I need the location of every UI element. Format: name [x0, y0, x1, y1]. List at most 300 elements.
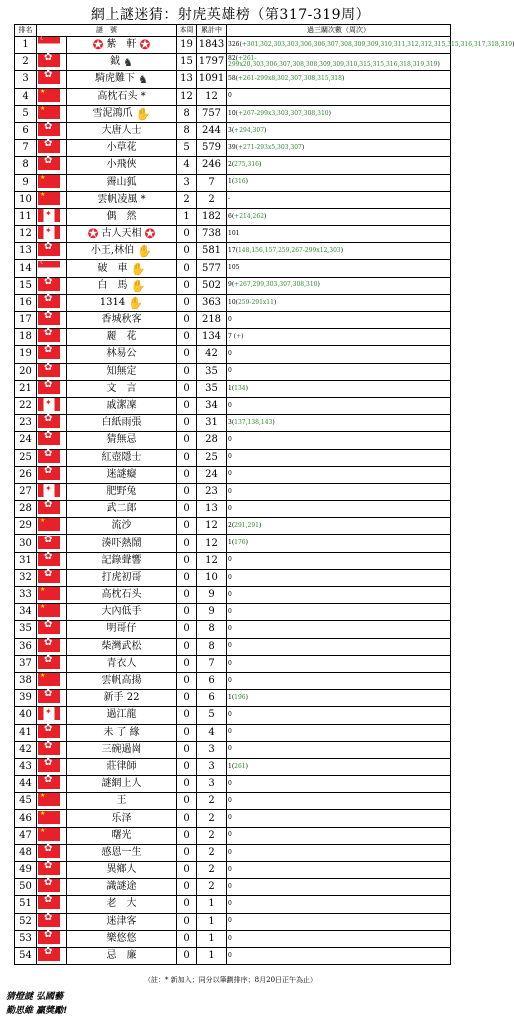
name-cell [67, 604, 177, 621]
pass-count-cell: 1(196) [227, 690, 451, 707]
name-cell [67, 157, 177, 174]
table-row [15, 707, 451, 724]
hk-flag-icon [38, 346, 60, 359]
hand-icon: ✋ [128, 295, 144, 310]
week-score-cell: 0 [177, 758, 197, 775]
rank-cell: 33 [15, 587, 37, 604]
rank-cell: 36 [15, 638, 37, 655]
pass-count-cell: 0 [227, 724, 451, 741]
rank-cell: 10 [15, 191, 37, 208]
rank-cell: 3 [15, 71, 37, 88]
rank-cell: 41 [15, 724, 37, 741]
player-name: 迷津客 [106, 915, 137, 927]
pass-count-cell: 105 [227, 260, 451, 277]
rank-cell: 11 [15, 208, 37, 225]
table-row [15, 174, 451, 191]
pass-count-cell: 58(+261-299x8,302,307,308,315,318) [227, 71, 451, 88]
table-row [15, 105, 451, 122]
flag-cell [37, 415, 67, 432]
slogan-line-2: 勤思維 贏獎勵! [6, 1006, 68, 1016]
rank-cell: 1 [15, 37, 37, 54]
rank-cell: 38 [15, 672, 37, 689]
rank-cell: 30 [15, 535, 37, 552]
week-score-cell: 0 [177, 810, 197, 827]
name-cell [67, 54, 177, 71]
player-name: 青衣人 [106, 657, 137, 669]
ca-flag-icon [38, 484, 60, 497]
hk-flag-icon [38, 536, 60, 549]
total-score-cell: 1 [197, 930, 227, 947]
name-cell [67, 140, 177, 157]
rank-cell: 25 [15, 449, 37, 466]
table-row [15, 655, 451, 672]
rank-cell: 6 [15, 122, 37, 139]
flag-cell [37, 518, 67, 535]
flag-cell [37, 776, 67, 793]
flag-cell [37, 37, 67, 54]
player-name: 忌 廉 [106, 950, 137, 962]
week-score-cell: 0 [177, 587, 197, 604]
hand-icon: ✋ [130, 278, 146, 293]
pass-count-cell: 0 [227, 501, 451, 518]
player-name: 明哥仔 [106, 623, 137, 635]
week-score-cell: 0 [177, 793, 197, 810]
rank-cell: 52 [15, 913, 37, 930]
rank-cell: 24 [15, 432, 37, 449]
name-cell [67, 363, 177, 380]
total-score-cell: 581 [197, 243, 227, 260]
flag-cell [37, 587, 67, 604]
star-badge-icon: ✪ [139, 37, 151, 53]
flag-cell [37, 758, 67, 775]
player-name: 過江龍 [106, 709, 137, 721]
player-name: 鉞 [110, 56, 121, 68]
flag-cell [37, 569, 67, 586]
total-score-cell: 7 [197, 174, 227, 191]
hk-flag-icon [38, 450, 60, 463]
player-name: 乐泽 [111, 812, 132, 824]
name-cell [67, 260, 177, 277]
total-score-cell: 577 [197, 260, 227, 277]
table-row [15, 432, 451, 449]
star-badge-icon: ✪ [92, 37, 104, 53]
pass-count-cell: 0 [227, 552, 451, 569]
table-row [15, 363, 451, 380]
table-row [15, 587, 451, 604]
total-score-cell: 1843 [197, 37, 227, 54]
total-score-cell: 28 [197, 432, 227, 449]
player-name: 迷謎癡 [106, 468, 137, 480]
footer-note: （註：* 新加入；同分以筆劃排序；8月20日正午為止） [143, 976, 318, 984]
player-name: 樂悠悠 [106, 932, 137, 944]
table-row [15, 122, 451, 139]
flag-cell [37, 363, 67, 380]
week-score-cell: 0 [177, 947, 197, 964]
week-score-cell: 0 [177, 913, 197, 930]
hk-flag-icon [38, 759, 60, 772]
pass-count-cell: 0 [227, 741, 451, 758]
table-row [15, 397, 451, 414]
hk-flag-icon [38, 725, 60, 738]
week-score-cell: 0 [177, 707, 197, 724]
rank-cell: 51 [15, 896, 37, 913]
table-row [15, 208, 451, 225]
rank-cell: 42 [15, 741, 37, 758]
total-score-cell: 25 [197, 449, 227, 466]
rank-cell: 13 [15, 243, 37, 260]
cn-flag-icon [38, 518, 60, 531]
total-score-cell: 12 [197, 88, 227, 105]
player-name: 莊律師 [106, 760, 137, 772]
name-cell [67, 37, 177, 54]
week-score-cell: 0 [177, 535, 197, 552]
flag-cell [37, 638, 67, 655]
name-cell [67, 432, 177, 449]
header-detail: 過三關次數（周次） [227, 25, 451, 37]
player-name: 湊吓熱鬧 [101, 537, 142, 549]
flag-cell [37, 432, 67, 449]
name-cell [67, 690, 177, 707]
pass-count-cell: - [227, 191, 451, 208]
name-cell [67, 483, 177, 500]
cn-flag-icon [38, 828, 60, 841]
pass-count-cell: 10(259-291x11) [227, 294, 451, 311]
flag-cell [37, 501, 67, 518]
name-cell [67, 896, 177, 913]
flag-cell [37, 243, 67, 260]
player-name: 文 言 [106, 382, 137, 394]
flag-cell [37, 260, 67, 277]
name-cell [67, 758, 177, 775]
name-cell [67, 466, 177, 483]
name-cell [67, 587, 177, 604]
pass-count-cell: 1(176) [227, 535, 451, 552]
week-score-cell: 0 [177, 690, 197, 707]
pass-count-cell: 0 [227, 88, 451, 105]
total-score-cell: 246 [197, 157, 227, 174]
rank-cell: 27 [15, 483, 37, 500]
table-row [15, 758, 451, 775]
name-cell [67, 844, 177, 861]
cn-flag-icon [38, 192, 60, 205]
flag-cell [37, 741, 67, 758]
total-score-cell: 2 [197, 844, 227, 861]
pass-count-cell: 0 [227, 655, 451, 672]
hk-flag-icon [38, 845, 60, 858]
flag-cell [37, 552, 67, 569]
total-score-cell: 182 [197, 208, 227, 225]
sg-flag-icon [38, 261, 60, 274]
player-name: 柴灣武松 [101, 640, 142, 652]
week-score-cell: 0 [177, 552, 197, 569]
name-cell [67, 569, 177, 586]
table-row [15, 312, 451, 329]
table-row [15, 71, 451, 88]
flag-cell [37, 71, 67, 88]
total-score-cell: 12 [197, 552, 227, 569]
player-name: 紫 軒 [106, 39, 137, 51]
cn-flag-icon [38, 89, 60, 102]
hk-flag-icon [38, 415, 60, 428]
table-header [15, 25, 451, 37]
rank-cell: 21 [15, 380, 37, 397]
table-row [15, 724, 451, 741]
name-cell [67, 947, 177, 964]
flag-cell [37, 174, 67, 191]
pass-count-cell: 82(+261-299x20,303,306,307,308,308,309,309,310,315,315,316,318,319,319) [227, 54, 451, 71]
table-row [15, 88, 451, 105]
rank-cell: 49 [15, 862, 37, 879]
player-name: 雲帆凌風 * [97, 193, 146, 205]
rank-cell: 17 [15, 312, 37, 329]
hk-flag-icon [38, 621, 60, 634]
rank-cell: 48 [15, 844, 37, 861]
name-cell [67, 415, 177, 432]
player-name: 雪泥鴻爪 [92, 107, 133, 119]
pass-count-cell: 1(134) [227, 380, 451, 397]
pass-count-cell: 101 [227, 226, 451, 243]
rank-cell: 5 [15, 105, 37, 122]
name-cell [67, 277, 177, 294]
player-name: 王 [116, 795, 127, 807]
name-cell [67, 638, 177, 655]
week-score-cell: 0 [177, 363, 197, 380]
flag-cell [37, 226, 67, 243]
ranking-table [14, 24, 513, 965]
week-score-cell: 0 [177, 397, 197, 414]
name-cell [67, 191, 177, 208]
pass-count-cell: 0 [227, 930, 451, 947]
player-name: 三碗過崗 [101, 743, 142, 755]
total-score-cell: 6 [197, 672, 227, 689]
total-score-cell: 35 [197, 380, 227, 397]
table-row [15, 140, 451, 157]
player-name: 麗 花 [106, 331, 137, 343]
horse-icon: ♞ [123, 55, 133, 69]
flag-cell [37, 329, 67, 346]
week-score-cell: 0 [177, 294, 197, 311]
pass-count-cell: 0 [227, 569, 451, 586]
week-score-cell: 0 [177, 879, 197, 896]
pass-count-cell: 0 [227, 363, 451, 380]
week-score-cell: 0 [177, 518, 197, 535]
pass-count-cell: 3(137,138,143) [227, 415, 451, 432]
table-row [15, 346, 451, 363]
total-score-cell: 244 [197, 122, 227, 139]
pass-count-cell: 1(261) [227, 758, 451, 775]
hk-flag-icon [38, 570, 60, 583]
total-score-cell: 35 [197, 363, 227, 380]
cn-flag-icon [38, 604, 60, 617]
table-body [15, 37, 513, 965]
table-row [15, 604, 451, 621]
flag-cell [37, 483, 67, 500]
table-row [15, 844, 451, 861]
table-row [15, 466, 451, 483]
name-cell [67, 226, 177, 243]
week-score-cell: 0 [177, 724, 197, 741]
table-row [15, 535, 451, 552]
rank-cell: 16 [15, 294, 37, 311]
total-score-cell: 738 [197, 226, 227, 243]
week-score-cell: 0 [177, 329, 197, 346]
hk-flag-icon [38, 381, 60, 394]
name-cell [67, 621, 177, 638]
total-score-cell: 7 [197, 655, 227, 672]
rank-cell: 29 [15, 518, 37, 535]
table-row [15, 157, 451, 174]
player-name: 知無定 [106, 365, 137, 377]
pass-count-cell: 6(+214,262) [227, 208, 451, 225]
week-score-cell: 0 [177, 312, 197, 329]
rank-cell: 22 [15, 397, 37, 414]
pass-count-cell: 0 [227, 587, 451, 604]
table-row [15, 827, 451, 844]
hk-flag-icon [38, 742, 60, 755]
player-name: 香城秋客 [101, 314, 142, 326]
player-name: 大唐人士 [101, 125, 142, 137]
name-cell [67, 208, 177, 225]
ca-flag-icon [38, 226, 60, 239]
player-name: 新手 22 [103, 692, 140, 704]
cn-flag-icon [38, 587, 60, 600]
rank-cell: 26 [15, 466, 37, 483]
flag-cell [37, 947, 67, 964]
flag-cell [37, 277, 67, 294]
player-name: 白 馬 [97, 279, 128, 291]
table-row [15, 930, 451, 947]
name-cell [67, 518, 177, 535]
player-name: 古人天相 [101, 228, 142, 240]
rank-cell: 34 [15, 604, 37, 621]
pass-count-cell: 0 [227, 844, 451, 861]
flag-cell [37, 466, 67, 483]
rank-cell: 54 [15, 947, 37, 964]
table-row [15, 913, 451, 930]
total-score-cell: 1091 [197, 71, 227, 88]
rank-cell: 8 [15, 157, 37, 174]
week-score-cell: 3 [177, 174, 197, 191]
hk-flag-icon [38, 243, 60, 256]
rank-cell: 46 [15, 810, 37, 827]
pass-count-cell: 0 [227, 672, 451, 689]
pass-count-cell: 0 [227, 466, 451, 483]
total-score-cell: 9 [197, 587, 227, 604]
week-score-cell: 0 [177, 432, 197, 449]
total-score-cell: 2 [197, 879, 227, 896]
player-name: 戚潔凜 [106, 400, 137, 412]
flag-cell [37, 707, 67, 724]
name-cell [67, 243, 177, 260]
rank-cell: 23 [15, 415, 37, 432]
name-cell [67, 655, 177, 672]
week-score-cell: 0 [177, 466, 197, 483]
rank-cell: 44 [15, 776, 37, 793]
week-score-cell: 0 [177, 621, 197, 638]
player-name: 1314 [99, 296, 126, 308]
rank-cell: 18 [15, 329, 37, 346]
rank-cell: 35 [15, 621, 37, 638]
player-name: 破 車 [97, 262, 128, 274]
hk-flag-icon [38, 295, 60, 308]
table-row [15, 243, 451, 260]
rank-cell: 28 [15, 501, 37, 518]
name-cell [67, 552, 177, 569]
week-score-cell: 0 [177, 844, 197, 861]
total-score-cell: 9 [197, 604, 227, 621]
hk-flag-icon [38, 553, 60, 566]
flag-cell [37, 621, 67, 638]
hk-flag-icon [38, 948, 60, 961]
header-total: 累計中 [197, 25, 227, 37]
name-cell [67, 346, 177, 363]
flag-cell [37, 380, 67, 397]
total-score-cell: 2 [197, 810, 227, 827]
page-title: 網上謎迷猜：射虎英雄榜（第317-319周） [90, 7, 371, 23]
week-score-cell: 0 [177, 655, 197, 672]
hk-flag-icon [38, 71, 60, 84]
name-cell [67, 449, 177, 466]
table-row [15, 879, 451, 896]
total-score-cell: 10 [197, 569, 227, 586]
week-score-cell: 0 [177, 741, 197, 758]
week-score-cell: 0 [177, 243, 197, 260]
player-name: 小草花 [106, 142, 137, 154]
flag-cell [37, 810, 67, 827]
table-row [15, 329, 451, 346]
flag-cell [37, 604, 67, 621]
rank-cell: 31 [15, 552, 37, 569]
week-score-cell: 0 [177, 483, 197, 500]
table-row [15, 260, 451, 277]
star-badge-icon: ✪ [87, 226, 99, 242]
player-name: 白紙雨張 [101, 417, 142, 429]
week-score-cell: 0 [177, 449, 197, 466]
week-score-cell: 0 [177, 776, 197, 793]
flag-cell [37, 655, 67, 672]
flag-cell [37, 862, 67, 879]
cn-flag-icon [38, 106, 60, 119]
name-cell [67, 827, 177, 844]
sg-flag-icon [38, 37, 60, 50]
pass-count-cell: 0 [227, 312, 451, 329]
week-score-cell: 0 [177, 226, 197, 243]
week-score-cell: 13 [177, 71, 197, 88]
name-cell [67, 380, 177, 397]
pass-count-cell: 2(291,291) [227, 518, 451, 535]
total-score-cell: 218 [197, 312, 227, 329]
table-row [15, 226, 451, 243]
pass-count-cell: 3(+294,307) [227, 122, 451, 139]
week-score-cell: 5 [177, 140, 197, 157]
total-score-cell: 2 [197, 793, 227, 810]
total-score-cell: 8 [197, 638, 227, 655]
week-score-cell: 0 [177, 501, 197, 518]
flag-cell [37, 672, 67, 689]
total-score-cell: 34 [197, 397, 227, 414]
rank-cell: 47 [15, 827, 37, 844]
player-name: 謎網上人 [101, 778, 142, 790]
week-score-cell: 0 [177, 672, 197, 689]
week-score-cell: 15 [177, 54, 197, 71]
total-score-cell: 2 [197, 862, 227, 879]
player-name: 高枕石头 * [97, 90, 146, 102]
rank-cell: 20 [15, 363, 37, 380]
table-row [15, 294, 451, 311]
total-score-cell: 8 [197, 621, 227, 638]
total-score-cell: 3 [197, 741, 227, 758]
flag-cell [37, 449, 67, 466]
